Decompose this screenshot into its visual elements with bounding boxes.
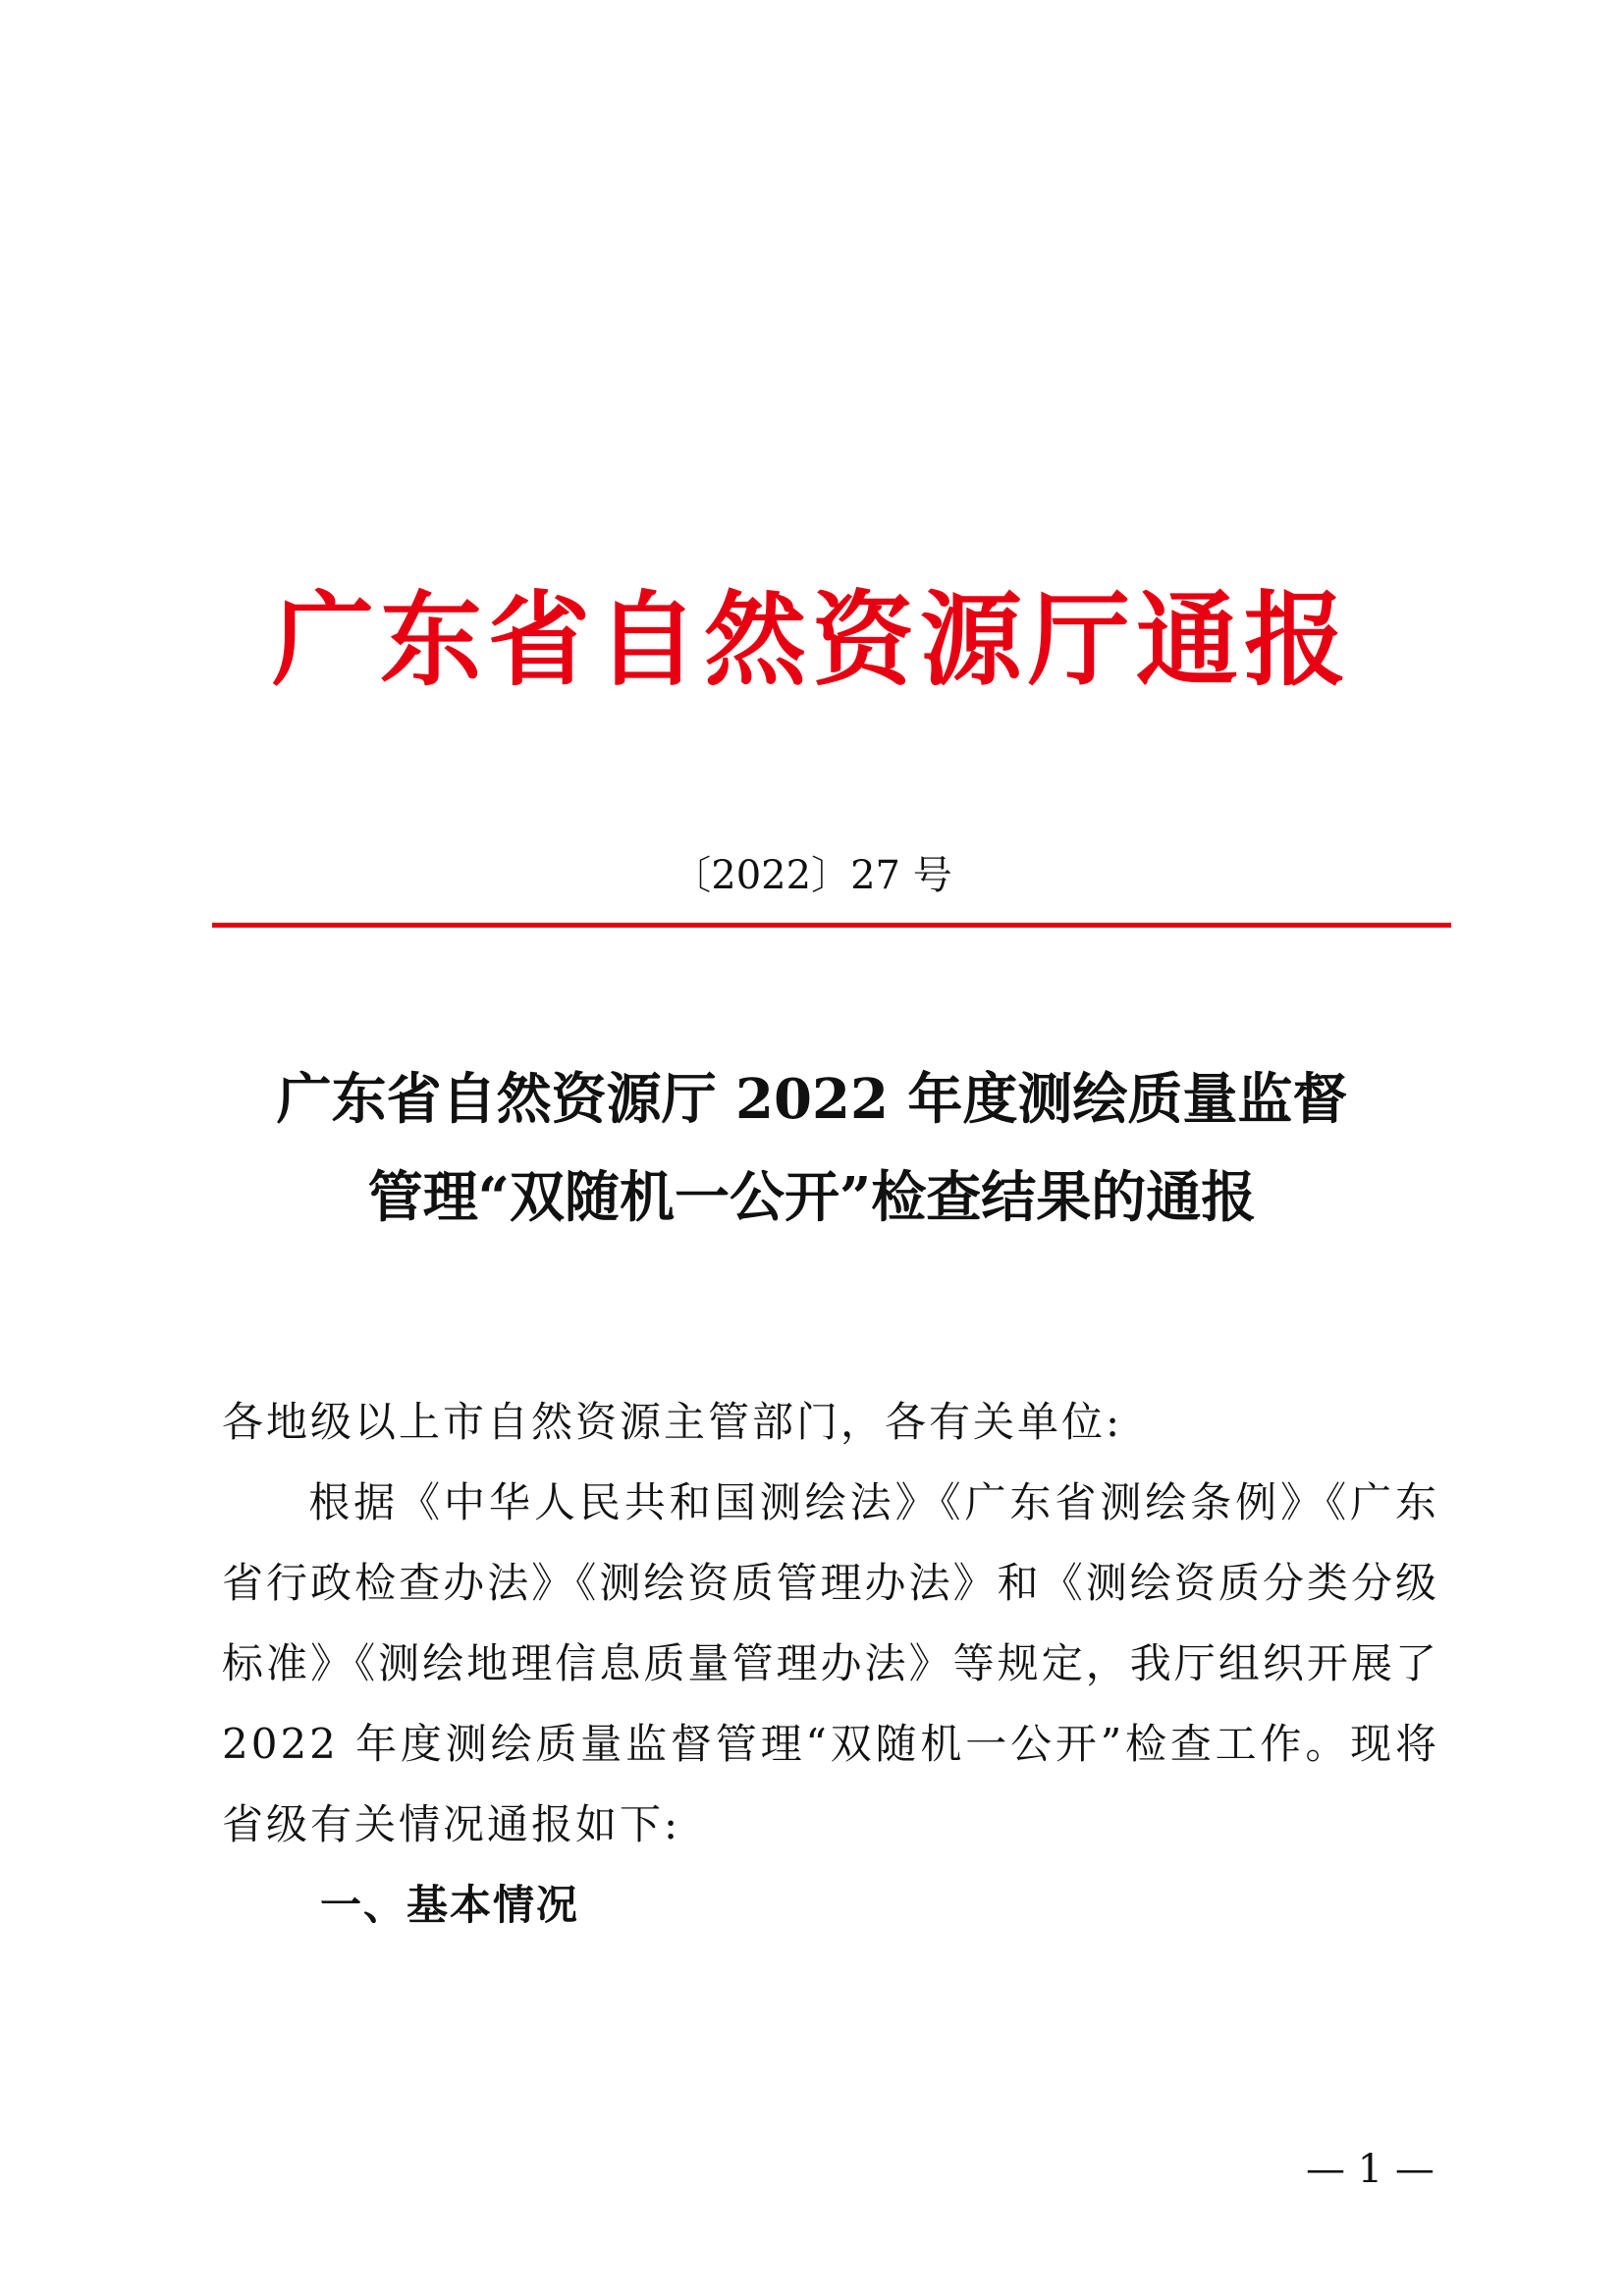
intro-paragraph: 根据《中华人民共和国测绘法》《广东省测绘条例》《广东省行政检查办法》《测绘资质管理办法》和《测绘资质分类分级标准》《测绘地理信息质量管理办法》等规定，我厅组织开展了 2022 年度测绘质量监督管理“双随机一公开”检查工作。现将省级有关情况通报如下:	[222, 1478, 1439, 1848]
masthead-title: 广东省自然资源厅通报	[271, 580, 1352, 700]
red-divider-line	[212, 923, 1451, 928]
document-number: 〔2022〕27 号	[672, 853, 952, 898]
document-title-line-2: 管理“双随机一公开”检查结果的通报	[367, 1165, 1257, 1230]
document-title	[0, 1050, 1624, 1247]
section-heading-basic-situation: 一、基本情况	[320, 1881, 580, 1929]
salutation: 各地级以上市自然资源主管部门，各有关单位:	[222, 1398, 1123, 1446]
document-body	[222, 1382, 1439, 1946]
page-number: — 1 —	[1306, 2147, 1435, 2192]
document-title-line-1: 广东省自然资源厅 2022 年度测绘质量监督	[276, 1067, 1348, 1132]
